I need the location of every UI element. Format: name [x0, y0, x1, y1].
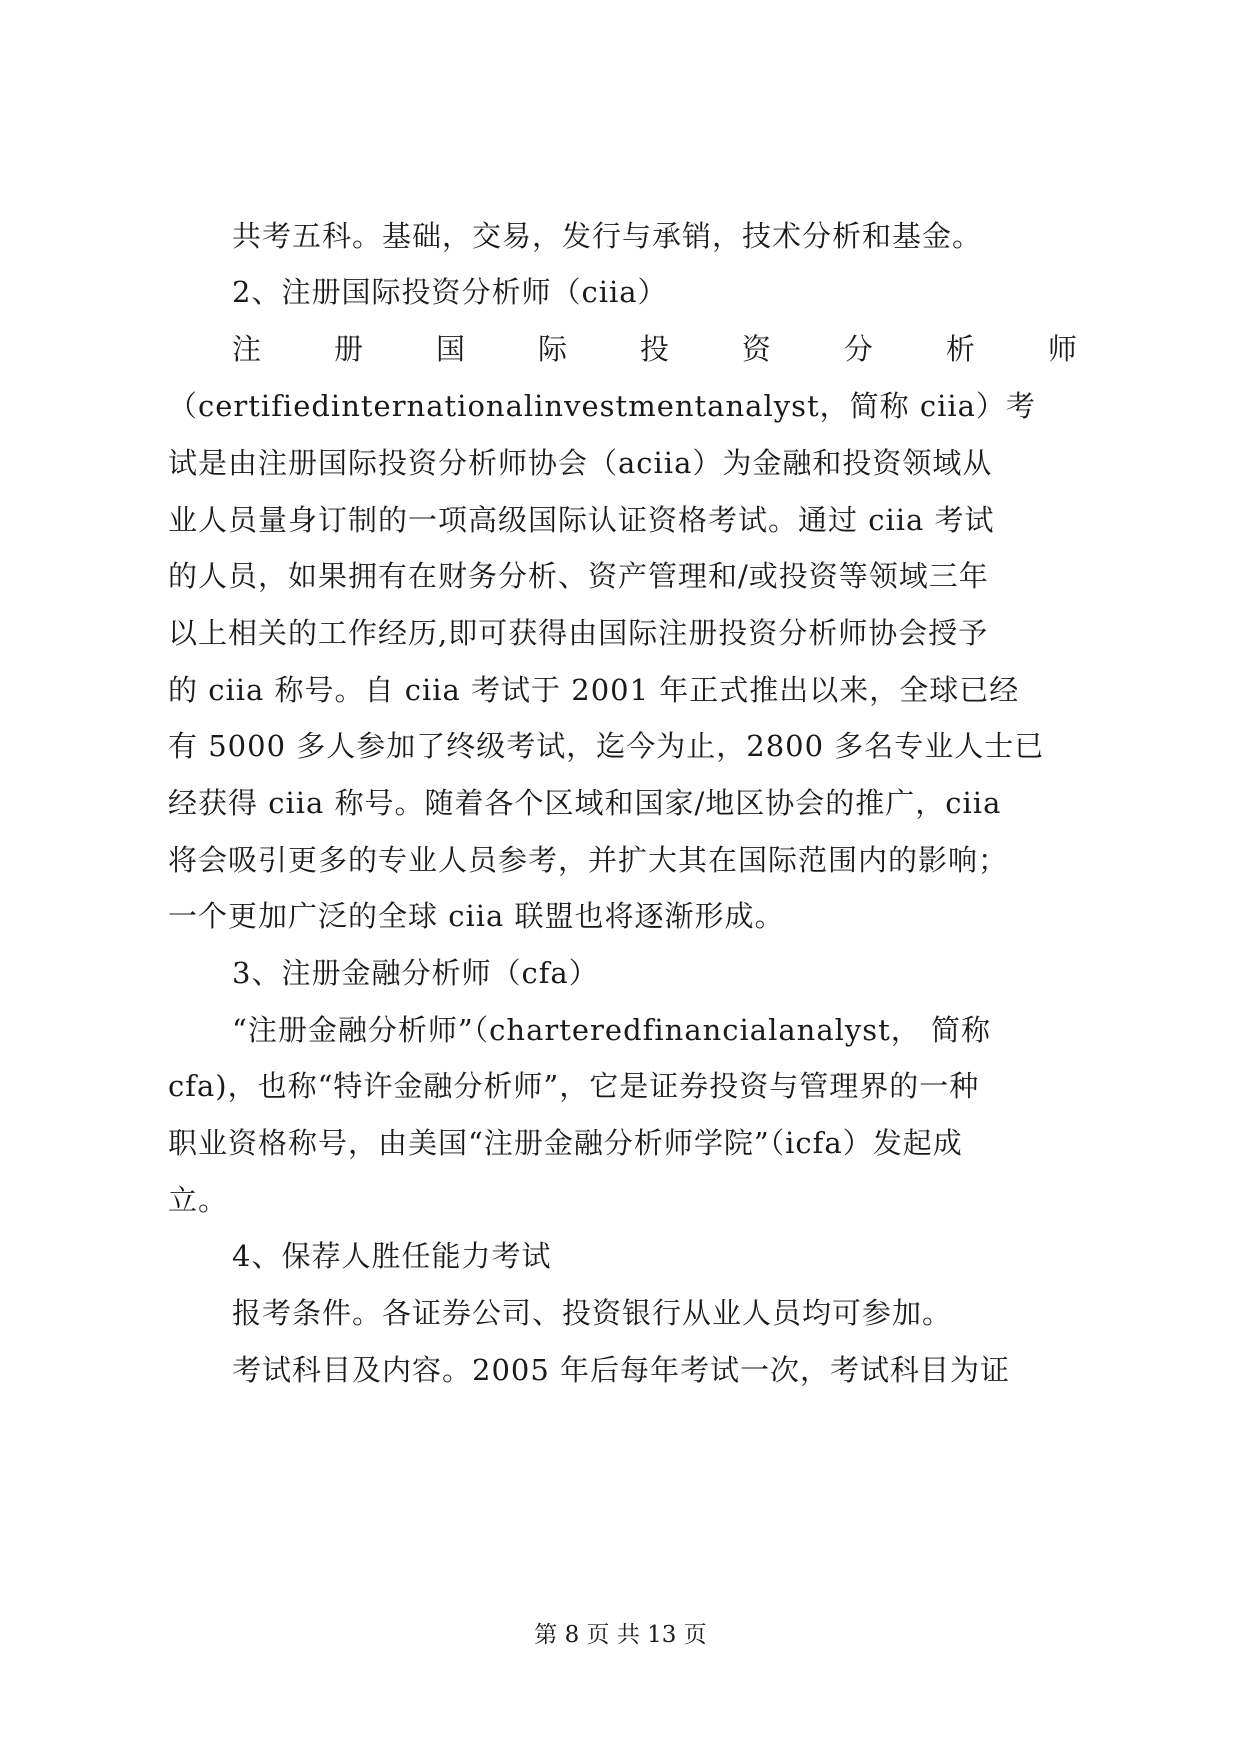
paragraph-line: 共考五科。基础，交易，发行与承销，技术分析和基金。 [232, 219, 983, 253]
paragraph-line: 立。 [168, 1183, 229, 1217]
spread-char: 资 [741, 332, 771, 366]
spread-char: 注 [232, 332, 262, 366]
paragraph-line: cfa)，也称“特许金融分析师”，它是证券投资与管理界的一种 [168, 1069, 980, 1103]
spread-char: 册 [333, 332, 363, 366]
paragraph-line: （certifiedinternationalinvestmentanalyst，简称 ciia）考 [168, 389, 1036, 423]
paragraph-line: 一个更加广泛的全球 ciia 联盟也将逐渐形成。 [168, 899, 785, 933]
paragraph-line: 以上相关的工作经历,即可获得由国际注册投资分析师协会授予 [168, 616, 989, 650]
spread-char: 析 [945, 332, 975, 366]
spread-char: 国 [435, 332, 465, 366]
paragraph-line: 将会吸引更多的专业人员参考，并扩大其在国际范围内的影响； [168, 843, 1009, 877]
paragraph-line: 有 5000 多人参加了终级考试，迄今为止，2800 多名专业人士已 [168, 729, 1045, 763]
paragraph-line: 经获得 ciia 称号。随着各个区域和国家/地区协会的推广，ciia [168, 786, 1002, 820]
paragraph-line: 试是由注册国际投资分析师协会（aciia）为金融和投资领域从 [168, 446, 993, 480]
section-heading-cfa: 3、注册金融分析师（cfa） [232, 956, 599, 990]
spread-char: 际 [537, 332, 567, 366]
page-footer: 第 8 页 共 13 页 [534, 1622, 707, 1648]
spread-title-line [232, 331, 1077, 367]
paragraph-line: “注册金融分析师”（charteredfinancialanalyst， 简称 [232, 1013, 992, 1047]
spread-char: 师 [1047, 332, 1077, 366]
paragraph-line: 职业资格称号，由美国“注册金融分析师学院”（icfa）发起成 [168, 1126, 963, 1160]
spread-char: 投 [639, 332, 669, 366]
paragraph-line: 的 ciia 称号。自 ciia 考试于 2001 年正式推出以来，全球已经 [168, 673, 1020, 707]
paragraph-line: 报考条件。各证券公司、投资银行从业人员均可参加。 [232, 1296, 953, 1330]
paragraph-line: 考试科目及内容。2005 年后每年考试一次，考试科目为证 [232, 1353, 1011, 1387]
paragraph-line: 的人员，如果拥有在财务分析、资产管理和/或投资等领域三年 [168, 559, 989, 593]
section-heading-ciia: 2、注册国际投资分析师（ciia） [232, 275, 668, 309]
spread-char: 分 [843, 332, 873, 366]
section-heading-sponsor: 4、保荐人胜任能力考试 [232, 1239, 552, 1273]
paragraph-line: 业人员量身订制的一项高级国际认证资格考试。通过 ciia 考试 [168, 503, 995, 537]
